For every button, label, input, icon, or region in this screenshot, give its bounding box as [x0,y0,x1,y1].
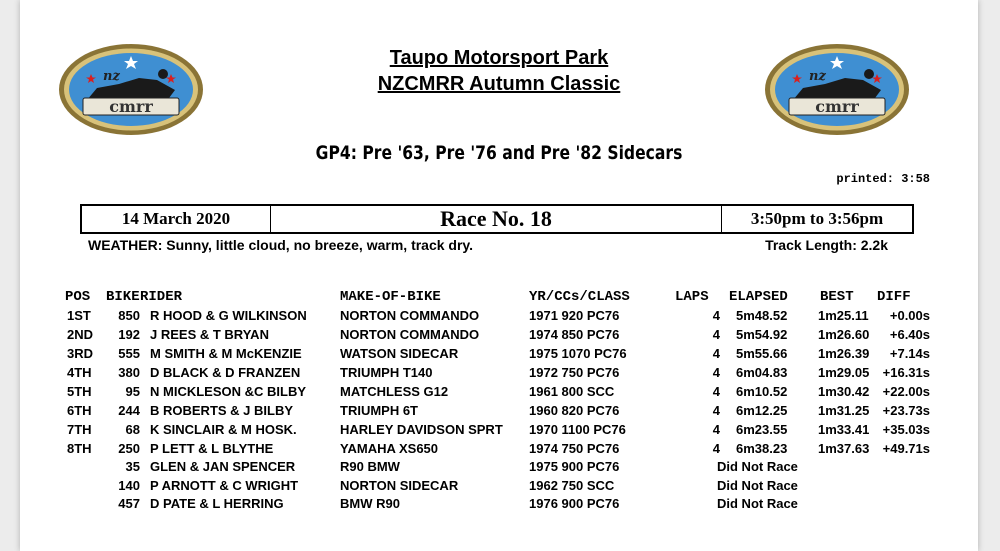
pos: 4TH [67,365,92,380]
elapsed: 6m38.23 [736,441,788,456]
pos: 7TH [67,422,92,437]
pos: 3RD [67,346,94,361]
bike-number: 192 [118,327,140,342]
make: WATSON SIDECAR [340,346,459,361]
bike-number: 140 [118,478,140,493]
class: 1974 850 PC76 [529,327,620,342]
best-lap: 1m29.05 [818,365,870,380]
rider: J REES & T BRYAN [150,327,269,342]
result-row [20,365,978,383]
rider: K SINCLAIR & M HOSK. [150,422,297,437]
make: HARLEY DAVIDSON SPRT [340,422,503,437]
class: 1960 820 PC76 [529,403,620,418]
best-lap: 1m33.41 [818,422,870,437]
bike-number: 68 [125,422,140,437]
diff: +23.73s [882,403,930,418]
class: 1976 900 PC76 [529,496,620,511]
class: 1975 1070 PC76 [529,346,627,361]
col-best: BEST [820,289,854,305]
laps: 4 [712,422,720,437]
elapsed: 6m12.25 [736,403,788,418]
class: 1971 920 PC76 [529,308,620,323]
best-lap: 1m25.11 [818,308,869,323]
pos: 2ND [67,327,94,342]
best-lap: 1m31.25 [818,403,870,418]
result-row [20,327,978,345]
class: 1975 900 PC76 [529,459,620,474]
result-row [20,346,978,364]
track-length: Track Length: 2.2k [765,237,888,253]
laps: 4 [712,403,720,418]
make: TRIUMPH 6T [340,403,418,418]
pos: 5TH [67,384,92,399]
rider: M SMITH & M McKENZIE [150,346,302,361]
rider: P LETT & L BLYTHE [150,441,274,456]
col-elapsed: ELAPSED [729,289,788,305]
diff: +22.00s [882,384,930,399]
status: Did Not Race [717,459,798,474]
make: NORTON COMMANDO [340,308,480,323]
svg-text:nz: nz [809,69,826,84]
pos: 6TH [67,403,92,418]
make: BMW R90 [340,496,400,511]
make: MATCHLESS G12 [340,384,449,399]
svg-text:cmrr: cmrr [109,97,153,116]
event-title: NZCMRR Autumn Classic [377,73,621,95]
rider: P ARNOTT & C WRIGHT [150,478,299,493]
dnr-row [20,496,978,514]
diff: +35.03s [882,422,930,437]
bike-number: 555 [118,346,140,361]
col-rider: RIDER [140,289,183,305]
best-lap: 1m30.42 [818,384,870,399]
elapsed: 5m54.92 [736,327,788,342]
class: 1970 1100 PC76 [529,422,626,437]
laps: 4 [712,384,720,399]
bike-number: 244 [118,403,140,418]
rider: D BLACK & D FRANZEN [150,365,301,380]
result-row [20,308,978,326]
col-laps: LAPS [675,289,709,305]
best-lap: 1m26.60 [818,327,870,342]
dnr-row [20,459,978,477]
rider: GLEN & JAN SPENCER [150,459,296,474]
col-diff: DIFF [877,289,911,305]
elapsed: 5m48.52 [736,308,788,323]
results-sheet [20,0,978,551]
svg-text:cmrr: cmrr [815,97,859,116]
bike-number: 95 [125,384,140,399]
dnr-row [20,478,978,496]
printed-label: printed: [836,172,894,186]
pos: 1ST [67,308,91,323]
bike-number: 457 [118,496,140,511]
class-title: GP4: Pre '63, Pre '76 and Pre '82 Sidecars [315,142,683,164]
weather-line: WEATHER: Sunny, little cloud, no breeze, warm, track dry. [88,237,474,253]
diff: +49.71s [882,441,930,456]
diff: +7.14s [889,346,930,361]
status: Did Not Race [717,478,798,493]
class: 1972 750 PC76 [529,365,620,380]
bike-number: 850 [118,308,140,323]
bike-number: 380 [118,365,140,380]
venue-title: Taupo Motorsport Park [389,47,609,69]
printed-time: 3:58 [901,172,930,186]
race-number: Race No. 18 [271,206,722,232]
results-header [20,289,978,305]
class: 1974 750 PC76 [529,441,620,456]
result-row [20,422,978,440]
pos: 8TH [67,441,92,456]
best-lap: 1m37.63 [818,441,870,456]
make: NORTON SIDECAR [340,478,459,493]
diff: +0.00s [889,308,930,323]
laps: 4 [712,308,720,323]
svg-text:nz: nz [103,69,120,84]
rider: B ROBERTS & J BILBY [150,403,294,418]
laps: 4 [712,327,720,342]
make: YAMAHA XS650 [340,441,439,456]
rider: R HOOD & G WILKINSON [150,308,307,323]
diff: +16.31s [882,365,930,380]
bike-number: 250 [118,441,140,456]
result-row [20,384,978,402]
bike-number: 35 [125,459,140,474]
result-row [20,441,978,459]
col-class: YR/CCs/CLASS [529,289,630,305]
col-pos: POS [65,289,91,305]
race-date: 14 March 2020 [82,206,271,232]
elapsed: 5m55.66 [736,346,788,361]
rider: D PATE & L HERRING [150,496,284,511]
class: 1962 750 SCC [529,478,615,493]
elapsed: 6m23.55 [736,422,788,437]
best-lap: 1m26.39 [818,346,870,361]
race-time-range: 3:50pm to 3:56pm [750,209,884,228]
col-make: MAKE-OF-BIKE [340,289,441,305]
make: TRIUMPH T140 [340,365,433,380]
laps: 4 [712,346,720,361]
class: 1961 800 SCC [529,384,615,399]
make: NORTON COMMANDO [340,327,480,342]
status: Did Not Race [717,496,798,511]
race-info-box [80,204,914,234]
elapsed: 6m04.83 [736,365,788,380]
laps: 4 [712,365,720,380]
col-bike: BIKE [106,289,140,305]
make: R90 BMW [340,459,400,474]
rider: N MICKLESON &C BILBY [150,384,306,399]
result-row [20,403,978,421]
elapsed: 6m10.52 [736,384,788,399]
laps: 4 [712,441,720,456]
printed-stamp [836,172,930,186]
diff: +6.40s [889,327,930,342]
